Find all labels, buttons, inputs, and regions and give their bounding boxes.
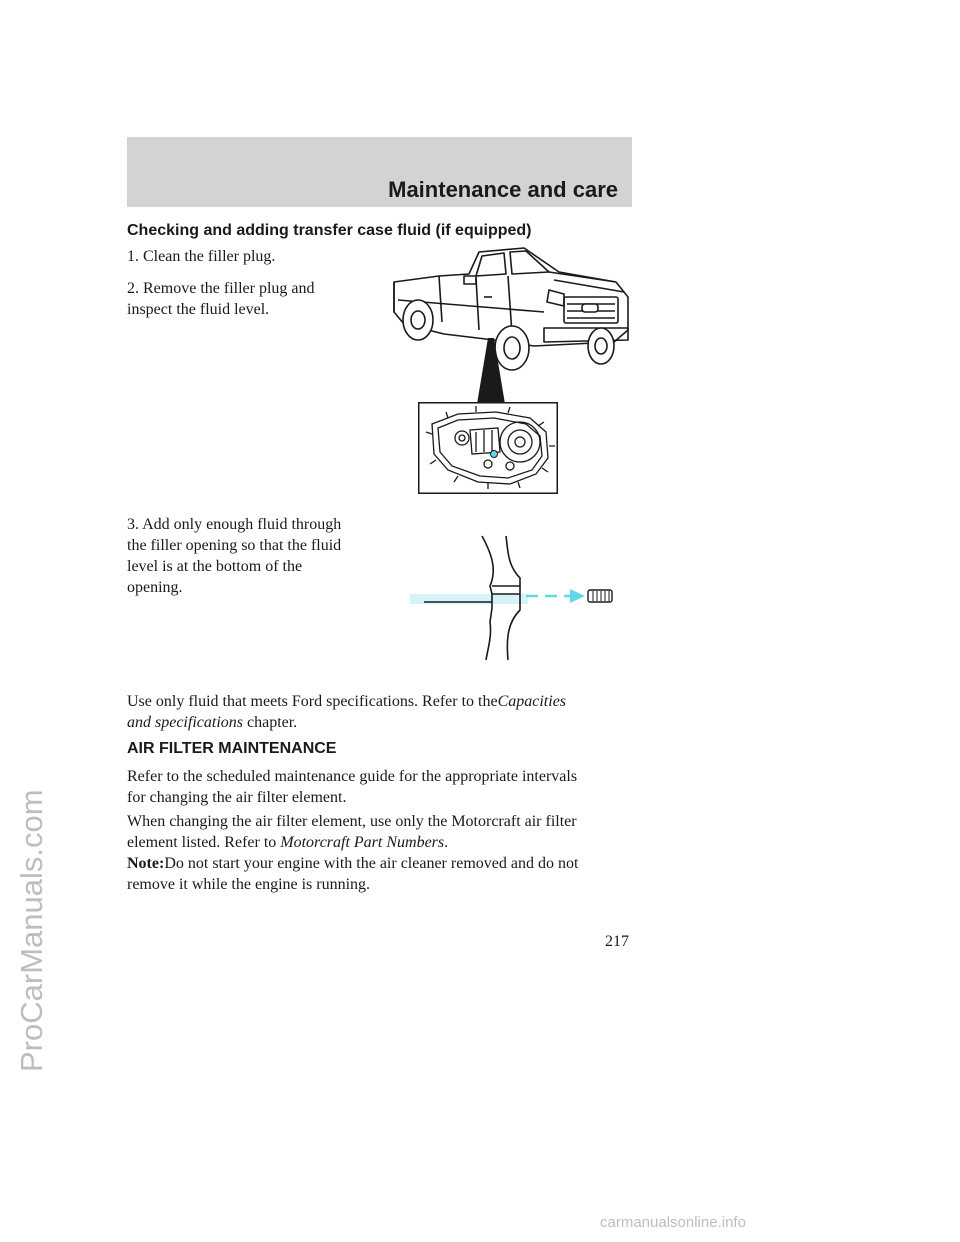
step-2-line-2: inspect the fluid level.: [127, 301, 270, 318]
step-3-line-3: level is at the bottom of the: [127, 558, 303, 575]
transfer-case-illustration: [418, 402, 558, 494]
fluid-spec-note: [127, 691, 647, 733]
side-watermark: ProCarManuals.com: [14, 789, 49, 1072]
header-band: [127, 137, 632, 207]
air-filter-note: [127, 853, 578, 895]
page-number: 217: [605, 933, 629, 950]
step-3-line-4: opening.: [127, 579, 183, 596]
air-filter-para-2: [127, 811, 577, 853]
step-2: [127, 278, 315, 320]
truck-illustration: [384, 242, 634, 382]
air-filter-para-2-line-2: element listed. Refer to: [127, 834, 277, 851]
air-filter-para-1-line-1: Refer to the scheduled maintenance guide for the appropriate intervals: [127, 768, 578, 785]
air-filter-para-2-line-1: When changing the air filter element, use only the Motorcraft air filter: [127, 813, 577, 830]
air-filter-para-2-end: .: [444, 834, 449, 851]
air-filter-para-1-line-2: for changing the air filter element.: [127, 789, 347, 806]
air-filter-heading: AIR FILTER MAINTENANCE: [127, 740, 337, 757]
step-3-line-2: the filler opening so that the fluid: [127, 537, 342, 554]
note-label: Note:: [127, 855, 165, 872]
footer-watermark: carmanualsonline.info: [600, 1214, 746, 1231]
note-line-1: Do not start your engine with the air cleaner removed and do not: [164, 855, 579, 872]
capacities-ref: Capacities: [497, 693, 567, 710]
step-2-line-1: 2. Remove the filler plug and: [127, 280, 315, 297]
step-3: [127, 514, 341, 598]
step-1-text: 1. Clean the filler plug.: [127, 248, 276, 265]
page-section-title: Maintenance and care: [388, 177, 618, 202]
transfer-case-heading: Checking and adding transfer case fluid (if equipped): [127, 222, 532, 239]
fluid-spec-text: Use only fluid that meets Ford specifications. Refer to the: [127, 693, 498, 710]
fluid-spec-suffix: chapter.: [246, 714, 298, 731]
note-line-2: remove it while the engine is running.: [127, 876, 371, 893]
motorcraft-ref: Motorcraft Part Numbers: [280, 834, 445, 851]
step-3-line-1: 3. Add only enough fluid through: [127, 516, 342, 533]
air-filter-para-1: [127, 766, 577, 808]
fill-level-illustration: [408, 532, 614, 664]
capacities-ref-cont: and specifications: [127, 714, 243, 731]
step-1: [127, 246, 275, 267]
pointer-wedge: [476, 338, 506, 406]
